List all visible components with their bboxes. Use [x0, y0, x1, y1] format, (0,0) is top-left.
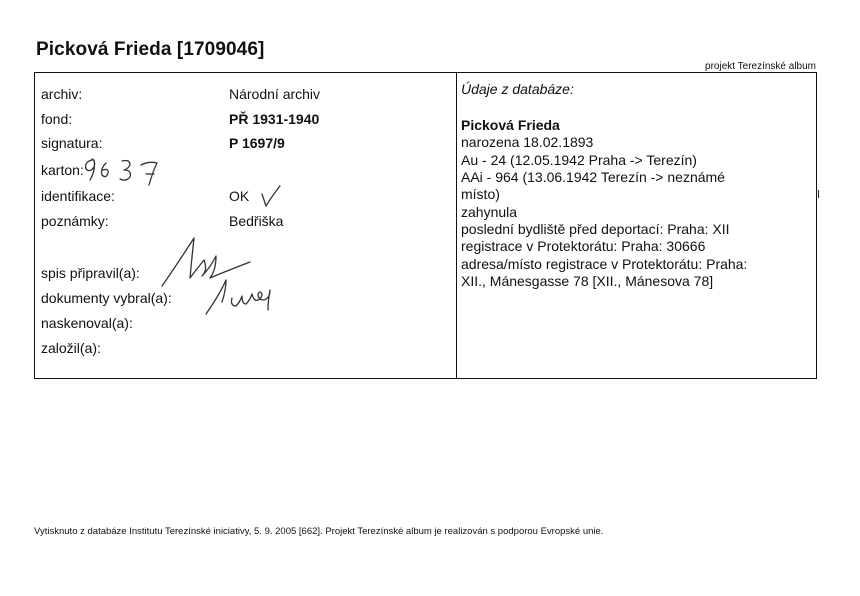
- field-label-signatura: signatura:: [41, 135, 103, 151]
- detail-line: zahynula: [461, 204, 518, 220]
- detail-line: Au - 24 (12.05.1942 Praha -> Terezín): [461, 152, 697, 168]
- print-footer: Vytisknuto z databáze Institutu Terezínské iniciativy, 5. 9. 2005 [662]. Projekt Terezínské album je realizován s podporou Evropské unie.: [34, 526, 604, 537]
- signoff-label-naskenoval: naskenoval(a):: [41, 315, 133, 331]
- field-value-poznamky: Bedřiška: [229, 213, 284, 229]
- field-value-identifikace: OK: [229, 188, 250, 204]
- field-label-poznamky: poznámky:: [41, 213, 109, 229]
- project-label: projekt Terezínské album: [705, 61, 816, 72]
- field-label-fond: fond:: [41, 111, 73, 127]
- detail-line: poslední bydliště před deportací: Praha: XII: [461, 221, 730, 237]
- field-label-karton: karton:: [41, 162, 84, 178]
- field-value-signatura: P 1697/9: [229, 135, 285, 151]
- detail-line: místo): [461, 186, 500, 202]
- detail-line: adresa/místo registrace v Protektorátu: Praha:: [461, 256, 748, 272]
- detail-line: AAi - 964 (13.06.1942 Terezín -> neznámé: [461, 169, 725, 185]
- field-label-identifikace: identifikace:: [41, 188, 115, 204]
- field-label-archiv: archiv:: [41, 86, 83, 102]
- field-value-fond: PŘ 1931-1940: [229, 111, 320, 127]
- detail-line: XII., Mánesgasse 78 [XII., Mánesova 78]: [461, 273, 714, 289]
- signoff-label-zalozil: založil(a):: [41, 340, 101, 356]
- field-value-archiv: Národní archiv: [229, 86, 321, 102]
- signoff-label-vybral: dokumenty vybral(a):: [41, 290, 172, 306]
- database-heading: Údaje z databáze:: [461, 81, 574, 97]
- column-divider: [456, 73, 457, 379]
- detail-line: registrace v Protektorátu: Praha: 30666: [461, 238, 706, 254]
- detail-line: narozena 18.02.1893: [461, 134, 594, 150]
- record-title: Picková Frieda [1709046]: [36, 39, 265, 60]
- signoff-label-pripravil: spis připravil(a):: [41, 265, 140, 281]
- scan-mark: [818, 190, 819, 198]
- person-name: Picková Frieda: [461, 117, 560, 133]
